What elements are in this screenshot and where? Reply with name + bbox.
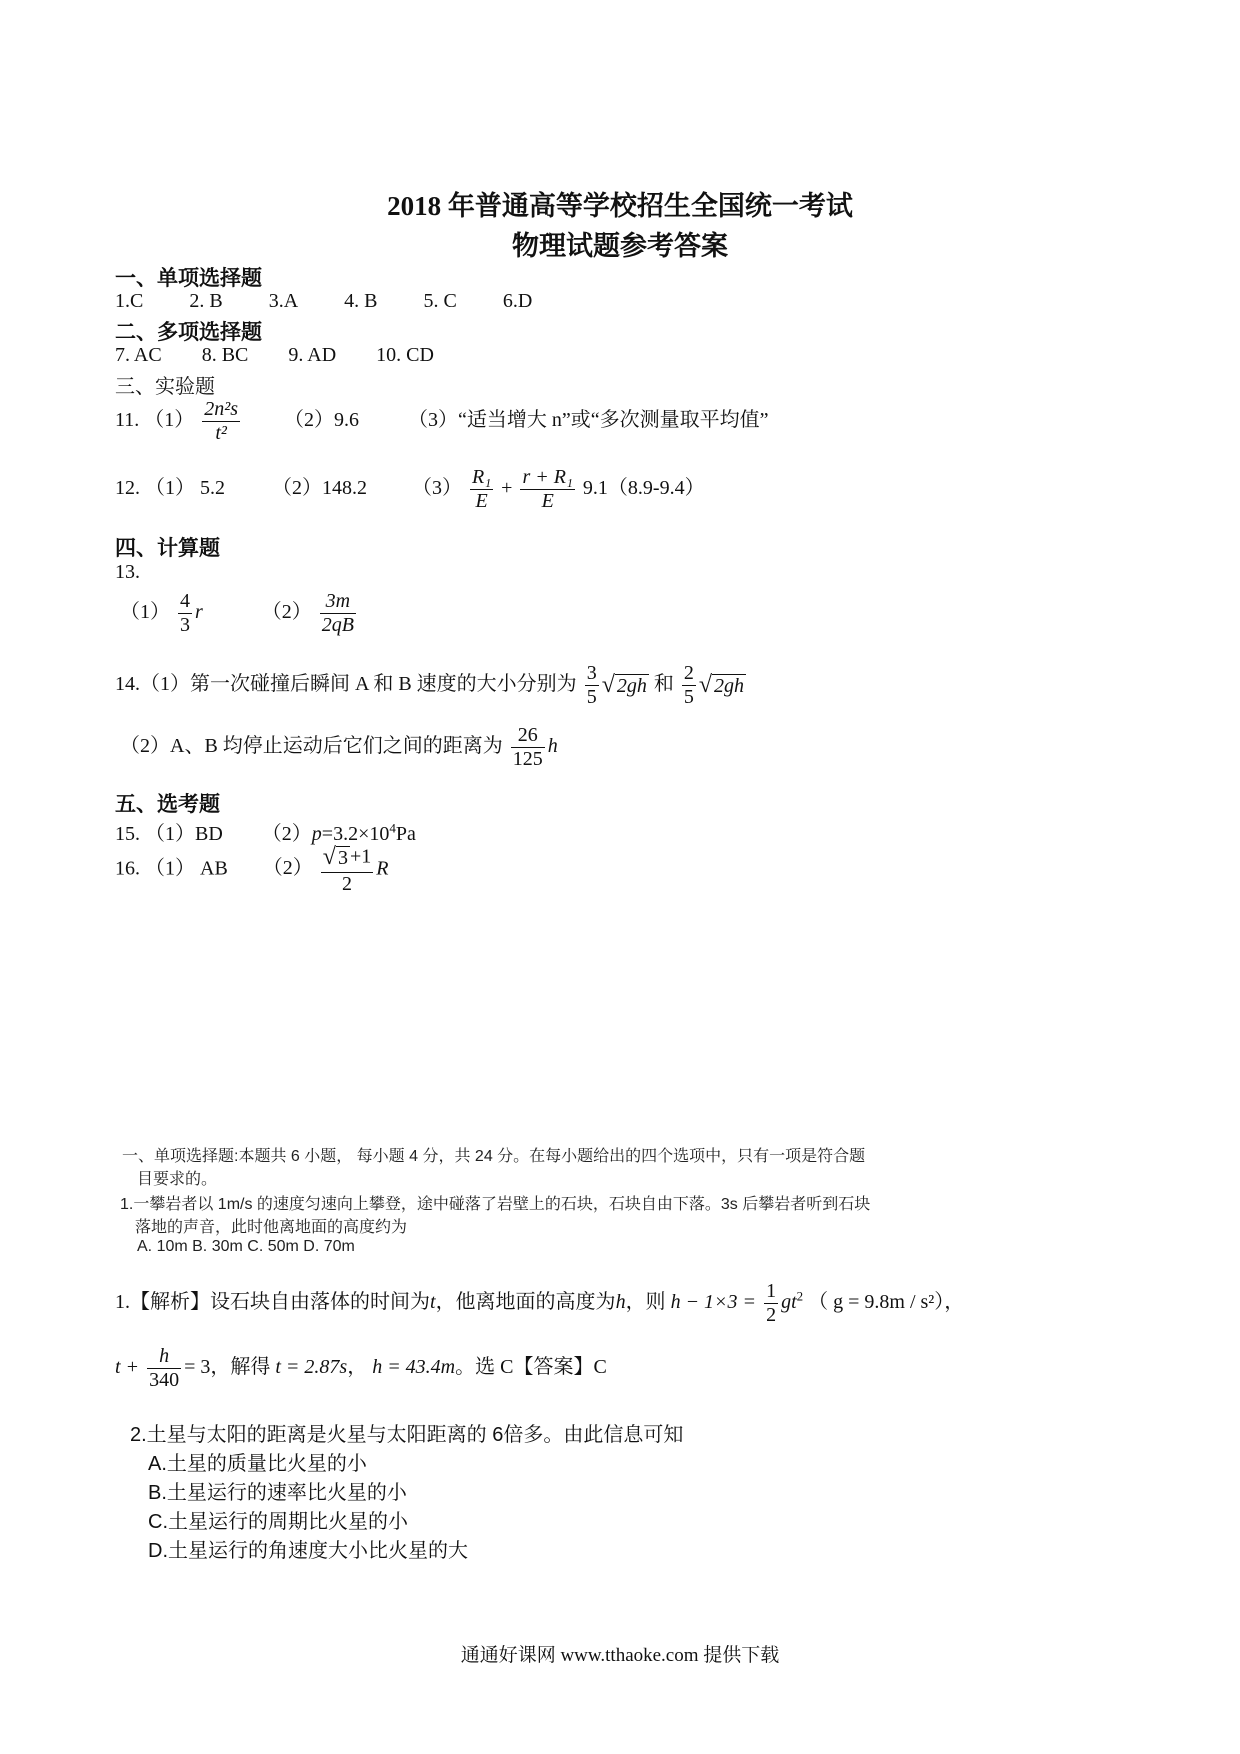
part-label: （1） xyxy=(144,409,195,432)
part-2-label: （2） xyxy=(261,823,312,845)
sqrt-2gh: √ 2gh xyxy=(601,672,647,698)
scan-problem-2-option-c: C.土星运行的周期比火星的小 xyxy=(148,1511,408,1533)
variable-p: p xyxy=(311,823,322,845)
plus-sign: + xyxy=(501,477,513,500)
part-1: （1） 5.2 xyxy=(145,477,225,500)
fraction-one-half: $\frac{1}{2}$ xyxy=(766,1280,777,1326)
fraction-3-over-5: $\frac{3}{5}$ xyxy=(586,662,597,708)
answer-item: 8. BC xyxy=(201,344,249,366)
solution-1-line-2 xyxy=(115,1345,607,1392)
fraction-h-over-340: $\frac{h}{340}$ xyxy=(149,1345,180,1391)
answer-14-text-2: （2）A、B 均停止运动后它们之间的距离为 xyxy=(120,735,503,758)
section-heading-calculation: 四、计算题 xyxy=(115,536,220,560)
scan-problem-1-options: A. 10m B. 30m C. 50m D. 70m xyxy=(137,1238,355,1255)
solution-1-line-1: 1.【解析】设石块自由落体的时间为t，他离地面的高度为h，则 h − 1×3 = $\frac{1}{2}$ $gt^2$ （ g = 9.8m / s²）， xyxy=(115,1280,965,1326)
gravity-note: （ g = 9.8m / s²）， xyxy=(808,1291,965,1314)
scan-problem-2-option-b: B.土星运行的速率比火星的小 xyxy=(148,1482,407,1504)
scan-problem-intro-1: 一、单项选择题:本题共 6 小题， 每小题 4 分，共 24 分。在每小题给出的四个选项中，只有一项是符合题 xyxy=(122,1148,866,1165)
scan-problem-1-line-2: 落地的声音，此时他离地面的高度约为 xyxy=(135,1219,408,1236)
part-3: （3）“适当增大 n”或“多次测量取平均值” xyxy=(408,409,769,432)
section-heading-multi-choice: 二、多项选择题 xyxy=(115,320,262,344)
answer-15 xyxy=(115,817,416,846)
variable-t: t xyxy=(430,1291,436,1314)
fraction-2n2s-over-t2: $\frac{\text{2n²s}}{\text{t²}}$ xyxy=(204,398,239,444)
fraction-3m-over-2qb: $\frac{3m}{2qB}$ xyxy=(321,590,355,636)
scan-problem-2-stem: 2.土星与太阳的距离是火星与太阳距离的 6倍多。由此信息可知 xyxy=(130,1424,684,1446)
scan-problem-2-option-d: D.土星运行的角速度大小比火星的大 xyxy=(148,1540,468,1562)
fraction-4-over-3: $\frac{4}{3}$ xyxy=(180,590,190,636)
scan-problem-1-line-1: 1.一攀岩者以 1m/s 的速度匀速向上攀登，途中碰落了岩壁上的石块，石块自由下落。3s 后攀岩者听到石块 xyxy=(120,1196,871,1213)
question-number: 12. xyxy=(115,477,140,500)
part-2: （2）9.6 xyxy=(284,409,360,432)
question-13-number: 13. xyxy=(115,561,140,583)
page-footer: 通通好课网 www.tthaoke.com 提供下载 xyxy=(460,1645,780,1666)
fraction-sqrt3-plus-1-over-2: $\frac{√ 3 +1}{2}$ xyxy=(322,844,372,895)
solution-text: 1.【解析】设石块自由落体的时间为 xyxy=(115,1291,430,1314)
answer-key-title: 物理试题参考答案 xyxy=(512,231,728,261)
answer-item: 9. AD xyxy=(288,344,337,366)
answer-14-part-2 xyxy=(120,724,558,771)
fraction-26-over-125: $\frac{26}{125}$ xyxy=(512,724,543,770)
part-2-label: （2） xyxy=(261,601,312,624)
single-choice-answers xyxy=(115,290,566,313)
answer-14-part-1 xyxy=(115,662,746,709)
part-2: （2）148.2 xyxy=(272,477,367,500)
solution-answer: 。选 C【答案】C xyxy=(455,1356,607,1379)
variable-h: h xyxy=(615,1291,626,1314)
fraction-2-over-5: $\frac{2}{5}$ xyxy=(683,662,694,708)
section-heading-single-choice: 一、单项选择题 xyxy=(115,266,262,290)
and-word: 和 xyxy=(653,673,674,696)
exponent: 4 xyxy=(389,820,396,836)
section-heading-experiment: 三、实验题 xyxy=(115,376,215,398)
multi-choice-answers xyxy=(115,344,468,367)
answer-item: 6.D xyxy=(502,290,533,312)
solution-text: ，他离地面的高度为 xyxy=(435,1291,616,1314)
answer-11 xyxy=(115,398,769,445)
question-number: 11. xyxy=(115,409,140,432)
fraction-r1-over-e: $\frac{\text{R₁}}{E}$ xyxy=(472,466,492,512)
separator: ， xyxy=(347,1356,368,1379)
variable-r: r xyxy=(195,601,203,624)
t-value: t = 2.87s xyxy=(275,1356,348,1379)
equation-left: t + xyxy=(115,1356,140,1379)
answer-12 xyxy=(115,466,705,513)
answer-item: 10. CD xyxy=(376,344,434,366)
answer-item: 4. B xyxy=(344,290,378,312)
gt-term: gt xyxy=(781,1291,797,1314)
answer-13 xyxy=(120,590,359,637)
pressure-value: =3.2×10 xyxy=(321,823,390,845)
part-1-label: （1） xyxy=(120,601,170,624)
fraction-r-plus-r1-over-e: $\frac{\text{r + R₁}}{E}$ xyxy=(522,466,573,512)
unit: Pa xyxy=(395,823,416,845)
h-value: h = 43.4m xyxy=(372,1356,456,1379)
answer-item: 1.C xyxy=(115,290,144,312)
equation-left: h − 1×3 = xyxy=(670,1291,757,1314)
part-3-label: （3） xyxy=(412,477,462,500)
answer-item: 5. C xyxy=(423,290,457,312)
answer-item: 2. B xyxy=(189,290,223,312)
answer-14-text-1: 14.（1）第一次碰撞后瞬间 A 和 B 速度的大小分别为 xyxy=(115,673,577,696)
answer-16 xyxy=(115,844,388,896)
scan-problem-2-option-a: A.土星的质量比火星的小 xyxy=(148,1453,367,1475)
part-1: （1）BD xyxy=(145,823,223,845)
part-1: （1） AB xyxy=(145,857,228,880)
answer-item: 3.A xyxy=(268,290,299,312)
part-3-value: 9.1（8.9-9.4） xyxy=(582,477,705,500)
variable-r: R xyxy=(376,857,389,880)
solution-text: = 3，解得 xyxy=(184,1356,271,1379)
exam-title: 2018 年普通高等学校招生全国统一考试 xyxy=(387,191,853,221)
section-heading-elective: 五、选考题 xyxy=(115,792,220,816)
part-2-label: （2） xyxy=(262,857,313,880)
question-number: 16. xyxy=(115,857,140,880)
solution-text: ，则 xyxy=(625,1291,666,1314)
variable-h: h xyxy=(547,735,558,758)
answer-item: 7. AC xyxy=(115,344,162,366)
question-number: 15. xyxy=(115,823,140,845)
sqrt-2gh: √ 2gh xyxy=(698,672,745,698)
scan-problem-intro-2: 目要求的。 xyxy=(137,1171,218,1188)
